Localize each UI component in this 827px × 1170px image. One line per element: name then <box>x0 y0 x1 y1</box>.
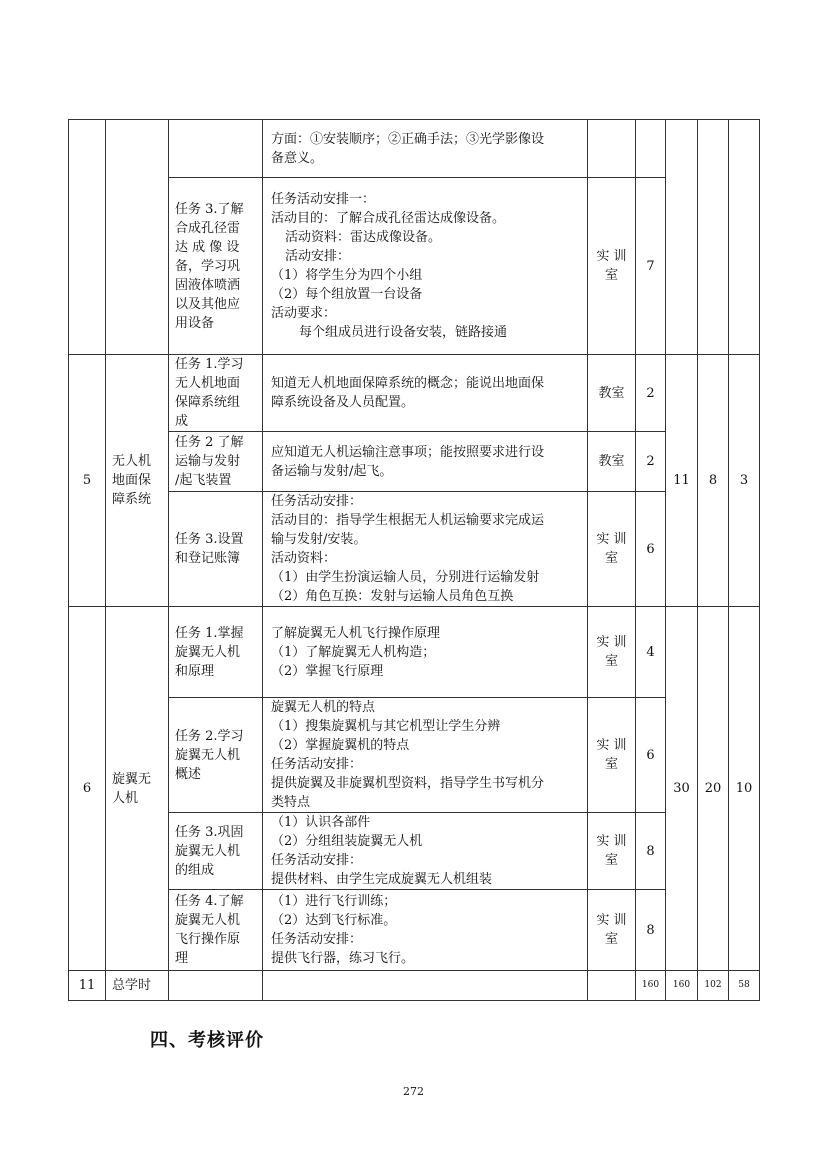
task-name-line: 以及其他应 <box>175 296 241 312</box>
page-number: 272 <box>403 1085 424 1098</box>
content-line: （1）将学生分为四个小组 <box>271 268 423 283</box>
content-line: 活动目的：指导学生根据无人机运输要求完成运 <box>271 513 545 528</box>
task-name-line: 任务 2.学习 <box>175 728 244 744</box>
task-name-line: 任务 1.掌握 <box>175 625 244 641</box>
table-row <box>69 492 760 607</box>
content-line: （2）达到飞行标准。 <box>271 913 397 928</box>
location-line: 实 训 <box>596 834 627 849</box>
total-hours-cell <box>666 607 698 971</box>
hours-cell <box>636 120 666 178</box>
table-row <box>69 698 760 813</box>
location-line: 教室 <box>598 385 625 401</box>
content-line: （2）掌握飞行原理 <box>271 663 384 679</box>
practice-hours-cell <box>729 355 760 607</box>
content-line: （1）进行飞行训练； <box>271 894 397 909</box>
practice-hours: 10 <box>735 781 753 796</box>
content-line: 提供旋翼及非旋翼机型资料，指导学生书写机分 <box>271 776 545 791</box>
hours-cell <box>636 607 666 698</box>
content-line: （1）认识各部件 <box>271 815 371 830</box>
task-name-cell <box>169 355 263 432</box>
module-number: 5 <box>82 473 92 488</box>
task-name-cell <box>169 432 263 492</box>
task-name-cell <box>169 890 263 971</box>
summary-hours-cell <box>636 971 666 1001</box>
module-number-cell <box>69 120 106 355</box>
location-cell <box>588 607 636 698</box>
theory-hours-cell <box>698 607 729 971</box>
hours-value: 2 <box>646 454 655 469</box>
content-line: 活动安排： <box>285 249 351 264</box>
task-name-line: 概述 <box>175 766 202 782</box>
total-hours-cell <box>666 355 698 607</box>
hours-cell <box>636 355 666 432</box>
table-row <box>69 607 760 698</box>
content-line: 每个组成员进行设备安装，链路接通 <box>299 325 508 340</box>
module-name-cell <box>106 120 169 355</box>
location-line: 室 <box>604 654 618 669</box>
hours-value: 8 <box>646 922 655 938</box>
content-line: 任务活动安排： <box>271 853 363 868</box>
summary-label: 总学时 <box>112 978 152 993</box>
table-row <box>69 178 760 355</box>
hours-value: 2 <box>646 385 655 401</box>
content-line: 任务活动安排： <box>271 932 363 947</box>
task-name-line: 用设备 <box>175 315 215 331</box>
module-number-cell <box>69 607 106 971</box>
content-line: 任务活动安排一： <box>271 192 376 207</box>
content-line: 输与发射/安装。 <box>271 532 367 547</box>
total-hours: 11 <box>673 473 690 488</box>
task-name-line: 旋翼无人机 <box>175 913 241 928</box>
content-line: （2）每个组放置一台设备 <box>271 287 423 302</box>
task-name-line: 合成孔径雷 <box>175 220 241 236</box>
module-number: 6 <box>82 781 92 796</box>
task-name-line: 任务 2 了解 <box>175 435 244 450</box>
location-line: 室 <box>604 268 618 283</box>
hours-cell <box>636 890 666 971</box>
section-heading: 四、考核评价 <box>150 1030 264 1051</box>
table-row <box>69 432 760 492</box>
task-name-line: 旋翼无人机 <box>175 843 241 859</box>
task-name-line: 和登记账簿 <box>175 551 241 566</box>
task-name-line: 运输与发射 <box>175 454 241 469</box>
task-name-line: /起飞装置 <box>175 473 232 488</box>
location-cell <box>588 432 636 492</box>
summary-empty-cell <box>588 971 636 1001</box>
content-line: （2）掌握旋翼机的特点 <box>271 738 410 753</box>
location-line: 室 <box>604 853 618 868</box>
task-name-line: 达 成 像 设 <box>175 239 240 255</box>
task-name-cell <box>169 698 263 813</box>
content-line: 障系统设备及人员配置。 <box>271 395 415 410</box>
hours-cell <box>636 813 666 890</box>
content-line: 旋翼无人机的特点 <box>271 700 376 715</box>
content-line: （1）由学生扮演运输人员，分别进行运输发射 <box>271 570 540 585</box>
hours-value: 6 <box>646 747 655 763</box>
location-cell <box>588 178 636 355</box>
location-line: 实 训 <box>596 532 627 547</box>
hours-value: 8 <box>646 843 655 859</box>
hours-cell <box>636 492 666 607</box>
content-line: 活动目的：了解合成孔径雷达成像设备。 <box>271 211 506 226</box>
content-line: （1）搜集旋翼机与其它机型让学生分辨 <box>271 719 501 734</box>
task-name-line: 固液体喷洒 <box>175 277 241 293</box>
task-name-line: 旋翼无人机 <box>175 644 241 660</box>
table-row <box>69 890 760 971</box>
practice-hours-cell <box>729 607 760 971</box>
task-name-line: 任务 4.了解 <box>175 894 244 909</box>
location-line: 室 <box>604 932 618 947</box>
summary-practice-cell <box>729 971 760 1001</box>
task-name-line: 保障系统组 <box>175 395 241 410</box>
task-name-cell <box>169 178 263 355</box>
module-name-cell <box>106 355 169 607</box>
task-name-line: 任务 3.了解 <box>175 201 244 217</box>
content-line: 备意义。 <box>271 150 324 166</box>
table-row <box>69 120 760 178</box>
task-cell <box>169 120 263 178</box>
content-line: 应知道无人机运输注意事项；能按照要求进行设 <box>271 444 545 460</box>
summary-row <box>69 971 760 1001</box>
location-line: 室 <box>604 757 618 772</box>
summary-practice: 58 <box>738 980 750 990</box>
hours-cell <box>636 432 666 492</box>
task-name-line: 理 <box>175 951 189 966</box>
summary-number-cell <box>69 971 106 1001</box>
content-line: 类特点 <box>271 795 311 810</box>
task-content-cell <box>263 178 588 355</box>
summary-theory: 102 <box>704 980 722 990</box>
hours-cell <box>636 178 666 355</box>
location-cell <box>588 355 636 432</box>
task-content-cell <box>263 120 588 178</box>
task-content-cell <box>263 432 588 492</box>
practice-hours-cell <box>729 120 760 355</box>
summary-hours: 160 <box>641 980 660 990</box>
theory-hours-cell <box>698 120 729 355</box>
total-hours: 30 <box>673 781 690 796</box>
summary-empty-cell <box>263 971 588 1001</box>
location-cell <box>588 813 636 890</box>
hours-cell <box>636 698 666 813</box>
hours-value: 7 <box>646 258 655 274</box>
task-name-line: 的组成 <box>175 862 215 878</box>
theory-hours-cell <box>698 355 729 607</box>
module-name-line: 地面保 <box>112 473 152 488</box>
theory-hours: 20 <box>704 781 722 796</box>
summary-number: 11 <box>78 978 96 993</box>
task-name-line: 无人机地面 <box>175 376 241 391</box>
summary-label-cell <box>106 971 169 1001</box>
module-name-line: 旋翼无 <box>112 771 152 787</box>
task-content-cell <box>263 813 588 890</box>
content-line: （2）分组组装旋翼无人机 <box>271 834 423 849</box>
location-line: 实 训 <box>596 249 627 264</box>
task-name-line: 备，学习巩 <box>175 258 241 274</box>
content-line: 活动资料： <box>271 551 337 566</box>
content-line: （2）角色互换：发射与运输人员角色互换 <box>271 589 514 604</box>
module-name-cell <box>106 607 169 971</box>
location-cell <box>588 698 636 813</box>
task-name-line: 飞行操作原 <box>175 932 241 947</box>
practice-hours: 3 <box>739 473 749 488</box>
location-line: 实 训 <box>596 913 627 928</box>
task-name-cell <box>169 492 263 607</box>
content-line: 任务活动安排： <box>271 757 363 772</box>
task-name-line: 任务 3.巩固 <box>175 824 244 840</box>
module-name-line: 无人机 <box>112 454 152 469</box>
table-row <box>69 813 760 890</box>
task-name-cell <box>169 813 263 890</box>
location-line: 教室 <box>598 454 625 469</box>
location-cell <box>588 492 636 607</box>
total-hours-cell <box>666 120 698 355</box>
location-cell <box>588 120 636 178</box>
module-number-cell <box>69 355 106 607</box>
content-line: 活动要求： <box>271 306 337 321</box>
task-content-cell <box>263 355 588 432</box>
task-name-line: 和原理 <box>175 663 215 679</box>
location-line: 实 训 <box>596 635 627 650</box>
task-name-line: 旋翼无人机 <box>175 747 241 763</box>
theory-hours: 8 <box>708 473 718 488</box>
task-name-line: 任务 3.设置 <box>175 532 244 547</box>
content-line: 提供飞行器，练习飞行。 <box>271 951 415 966</box>
course-schedule-table <box>68 119 760 1001</box>
content-line: 了解旋翼无人机飞行操作原理 <box>271 625 441 641</box>
table-row <box>69 355 760 432</box>
task-content-cell <box>263 607 588 698</box>
task-content-cell <box>263 890 588 971</box>
summary-empty-cell <box>169 971 263 1001</box>
task-name-cell <box>169 607 263 698</box>
module-name-line: 障系统 <box>112 492 152 507</box>
task-content-cell <box>263 698 588 813</box>
location-cell <box>588 890 636 971</box>
task-content-cell <box>263 492 588 607</box>
task-name-line: 任务 1.学习 <box>175 357 244 372</box>
content-line: 活动资料：雷达成像设备。 <box>285 230 442 245</box>
summary-theory-cell <box>698 971 729 1001</box>
task-name-line: 成 <box>175 414 189 429</box>
summary-total-cell <box>666 971 698 1001</box>
location-line: 室 <box>604 551 618 566</box>
summary-total: 160 <box>672 980 691 990</box>
content-line: 提供材料、由学生完成旋翼无人机组装 <box>271 872 493 887</box>
content-line: 任务活动安排： <box>271 494 363 509</box>
hours-value: 4 <box>646 644 655 660</box>
content-line: 备运输与发射/起飞。 <box>271 463 393 479</box>
module-name-line: 人机 <box>112 790 139 806</box>
location-line: 实 训 <box>596 738 627 753</box>
hours-value: 6 <box>646 541 655 557</box>
content-line: （1）了解旋翼无人机构造； <box>271 644 436 660</box>
content-line: 方面：①安装顺序；②正确手法；③光学影像设 <box>271 131 545 147</box>
content-line: 知道无人机地面保障系统的概念；能说出地面保 <box>271 376 545 391</box>
